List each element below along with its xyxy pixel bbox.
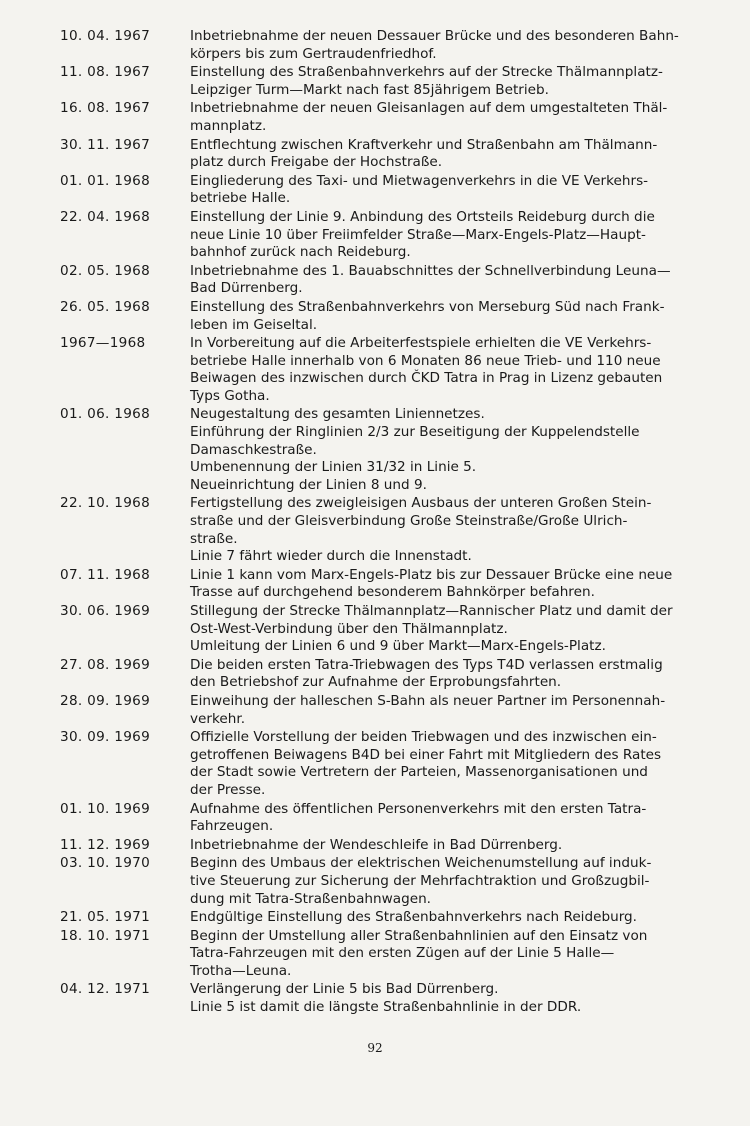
entry-text-line: Typs Gotha. <box>190 387 270 404</box>
entry-text-line: Einstellung des Straßenbahnverkehrs von Merseburg Süd nach Frank- <box>190 298 665 315</box>
entry-date: 07. 11. 1968 <box>60 566 151 583</box>
entry-text-line: Ost-West-Verbindung über den Thälmannplatz. <box>190 620 508 637</box>
entry-text <box>190 137 690 172</box>
entry-date: 22. 04. 1968 <box>60 208 151 225</box>
chronology-entry <box>0 909 750 927</box>
entry-text-line: Die beiden ersten Tatra-Triebwagen des Typs T4D verlassen erstmalig <box>190 656 663 673</box>
entry-text <box>190 100 690 135</box>
entry-date: 01. 01. 1968 <box>60 172 151 189</box>
entry-date: 11. 12. 1969 <box>60 836 151 853</box>
chronology-entry <box>0 837 750 855</box>
entry-text <box>190 928 690 981</box>
entry-date: 02. 05. 1968 <box>60 262 151 279</box>
entry-date: 30. 11. 1967 <box>60 136 151 153</box>
chronology-entry <box>0 603 750 656</box>
entry-text-line: verkehr. <box>190 710 246 727</box>
entry-date: 26. 05. 1968 <box>60 298 151 315</box>
entry-text <box>190 173 690 208</box>
entry-date: 16. 08. 1967 <box>60 100 151 117</box>
entry-text <box>190 209 690 262</box>
entry-text-line: bahnhof zurück nach Reideburg. <box>190 244 411 261</box>
entry-text-line: Beginn der Umstellung aller Straßenbahnlinien auf den Einsatz von <box>190 927 648 944</box>
entry-text-line: Umbenennung der Linien 31/32 in Linie 5. <box>190 459 477 476</box>
entry-text-line: Inbetriebnahme der neuen Gleisanlagen auf dem umgestalteten Thäl- <box>190 100 668 117</box>
chronology-entry <box>0 981 750 1016</box>
entry-text-line: Damaschkestraße. <box>190 441 317 458</box>
entry-text <box>190 603 690 656</box>
entry-date: 18. 10. 1971 <box>60 927 151 944</box>
entry-date: 21. 05. 1971 <box>60 909 151 926</box>
entry-text <box>190 567 690 602</box>
entry-date: 11. 08. 1967 <box>60 64 151 81</box>
entry-text-line: der Stadt sowie Vertretern der Parteien, Massenorganisationen und <box>190 764 648 781</box>
entry-text-line: Bad Dürrenberg. <box>190 280 303 297</box>
entry-text-line: Neueinrichtung der Linien 8 und 9. <box>190 476 427 493</box>
entry-text-line: Trotha—Leuna. <box>190 962 292 979</box>
entry-text-line: Einweihung der halleschen S-Bahn als neuer Partner im Personennah- <box>190 692 666 709</box>
entry-text-line: Eingliederung des Taxi- und Mietwagenverkehrs in die VE Verkehrs- <box>190 172 649 189</box>
entry-text-line: Endgültige Einstellung des Straßenbahnverkehrs nach Reideburg. <box>190 909 637 926</box>
entry-text <box>190 801 690 836</box>
entry-text <box>190 909 690 927</box>
entry-text-line: mannplatz. <box>190 117 267 134</box>
chronology-entry <box>0 406 750 494</box>
entry-text <box>190 28 690 63</box>
entry-text <box>190 64 690 99</box>
entry-text-line: Trasse auf durchgehend besonderem Bahnkörper befahren. <box>190 584 595 601</box>
entry-text <box>190 981 690 1016</box>
entry-text <box>190 495 690 565</box>
entry-text-line: tive Steuerung zur Sicherung der Mehrfachtraktion und Großzugbil- <box>190 872 650 889</box>
chronology-entry <box>0 657 750 692</box>
entry-date: 30. 09. 1969 <box>60 729 151 746</box>
entry-text-line: Linie 7 fährt wieder durch die Innenstadt. <box>190 548 472 565</box>
entry-text-line: getroffenen Beiwagens B4D bei einer Fahrt mit Mitgliedern des Rates <box>190 746 662 763</box>
entry-text-line: leben im Geiseltal. <box>190 316 318 333</box>
entry-text <box>190 855 690 908</box>
chronology-entry <box>0 855 750 908</box>
entry-date: 1967—1968 <box>60 335 146 352</box>
entry-text-line: Fertigstellung des zweigleisigen Ausbaus der unteren Großen Stein- <box>190 495 652 512</box>
entry-text-line: Linie 1 kann vom Marx-Engels-Platz bis zur Dessauer Brücke eine neue <box>190 566 673 583</box>
entry-text <box>190 299 690 334</box>
entry-date: 30. 06. 1969 <box>60 603 151 619</box>
chronology-entry <box>0 137 750 172</box>
entry-date: 10. 04. 1967 <box>60 28 151 44</box>
entry-date: 04. 12. 1971 <box>60 981 151 998</box>
entry-text-line: Einführung der Ringlinien 2/3 zur Beseitigung der Kuppelendstelle <box>190 424 640 441</box>
entry-text-line: straße und der Gleisverbindung Große Steinstraße/Große Ulrich- <box>190 513 628 530</box>
entry-text-line: Leipziger Turm—Markt nach fast 85jährigem Betrieb. <box>190 81 549 98</box>
chronology-entry <box>0 209 750 262</box>
entry-text-line: Inbetriebnahme der Wendeschleife in Bad Dürrenberg. <box>190 836 563 853</box>
entry-text-line: Entflechtung zwischen Kraftverkehr und Straßenbahn am Thälmann- <box>190 136 658 153</box>
chronology-entry <box>0 567 750 602</box>
entry-text-line: Einstellung der Linie 9. Anbindung des Ortsteils Reideburg durch die <box>190 208 655 225</box>
entry-text-line: körpers bis zum Gertraudenfriedhof. <box>190 45 437 62</box>
entry-text-line: Beginn des Umbaus der elektrischen Weichenumstellung auf induk- <box>190 855 652 872</box>
chronology-entry <box>0 801 750 836</box>
entry-text <box>190 263 690 298</box>
entry-date: 01. 06. 1968 <box>60 406 151 423</box>
chronology-entry <box>0 28 750 63</box>
chronology-entry <box>0 64 750 99</box>
entry-text-line: Stillegung der Strecke Thälmannplatz—Rannischer Platz und damit der <box>190 603 673 619</box>
entry-text-line: Einstellung des Straßenbahnverkehrs auf der Strecke Thälmannplatz- <box>190 64 663 81</box>
entry-text-line: dung mit Tatra-Straßenbahnwagen. <box>190 890 432 907</box>
entry-text-line: Fahrzeugen. <box>190 818 274 835</box>
entry-text <box>190 837 690 855</box>
entry-text <box>190 729 690 799</box>
chronology-entry <box>0 299 750 334</box>
chronology-entry <box>0 263 750 298</box>
entry-text-line: straße. <box>190 530 238 547</box>
entry-text-line: Beiwagen des inzwischen durch ČKD Tatra in Prag in Lizenz gebauten <box>190 370 663 387</box>
entry-text-line: Offizielle Vorstellung der beiden Triebwagen und des inzwischen ein- <box>190 729 657 746</box>
entry-text-line: Aufnahme des öffentlichen Personenverkehrs mit den ersten Tatra- <box>190 800 647 817</box>
entry-text <box>190 693 690 728</box>
entry-text <box>190 406 690 494</box>
chronology-entry <box>0 100 750 135</box>
chronology-entry <box>0 693 750 728</box>
entry-date: 03. 10. 1970 <box>60 855 151 872</box>
chronology-entry <box>0 335 750 405</box>
entry-text-line: Verlängerung der Linie 5 bis Bad Dürrenberg. <box>190 981 499 998</box>
entry-text-line: Inbetriebnahme der neuen Dessauer Brücke und des besonderen Bahn- <box>190 28 679 44</box>
entry-text-line: Umleitung der Linien 6 und 9 über Markt—Marx-Engels-Platz. <box>190 638 606 655</box>
page-number: 92 <box>367 1041 383 1055</box>
chronology-entry <box>0 729 750 799</box>
entry-text <box>190 657 690 692</box>
entry-text-line: der Presse. <box>190 781 266 798</box>
entry-text-line: In Vorbereitung auf die Arbeiterfestspiele erhielten die VE Verkehrs- <box>190 335 652 352</box>
entry-text-line: Linie 5 ist damit die längste Straßenbahnlinie in der DDR. <box>190 999 582 1016</box>
entry-text-line: betriebe Halle innerhalb von 6 Monaten 86 neue Trieb- und 110 neue <box>190 352 661 369</box>
entry-text-line: Neugestaltung des gesamten Liniennetzes. <box>190 406 485 423</box>
entry-date: 22. 10. 1968 <box>60 495 151 512</box>
chronology-entry <box>0 495 750 565</box>
chronology-entry <box>0 928 750 981</box>
entry-date: 28. 09. 1969 <box>60 692 151 709</box>
entry-text <box>190 335 690 405</box>
chronology-entry <box>0 173 750 208</box>
chronology-list <box>0 28 750 1018</box>
entry-text-line: Inbetriebnahme des 1. Bauabschnittes der Schnellverbindung Leuna— <box>190 262 671 279</box>
entry-date: 27. 08. 1969 <box>60 656 151 673</box>
entry-text-line: Tatra-Fahrzeugen mit den ersten Zügen auf der Linie 5 Halle— <box>190 945 615 962</box>
entry-text-line: platz durch Freigabe der Hochstraße. <box>190 154 443 171</box>
entry-text-line: betriebe Halle. <box>190 190 291 207</box>
entry-text-line: neue Linie 10 über Freiimfelder Straße—Marx-Engels-Platz—Haupt- <box>190 226 646 243</box>
entry-text-line: den Betriebshof zur Aufnahme der Erprobungsfahrten. <box>190 674 562 691</box>
entry-date: 01. 10. 1969 <box>60 800 151 817</box>
